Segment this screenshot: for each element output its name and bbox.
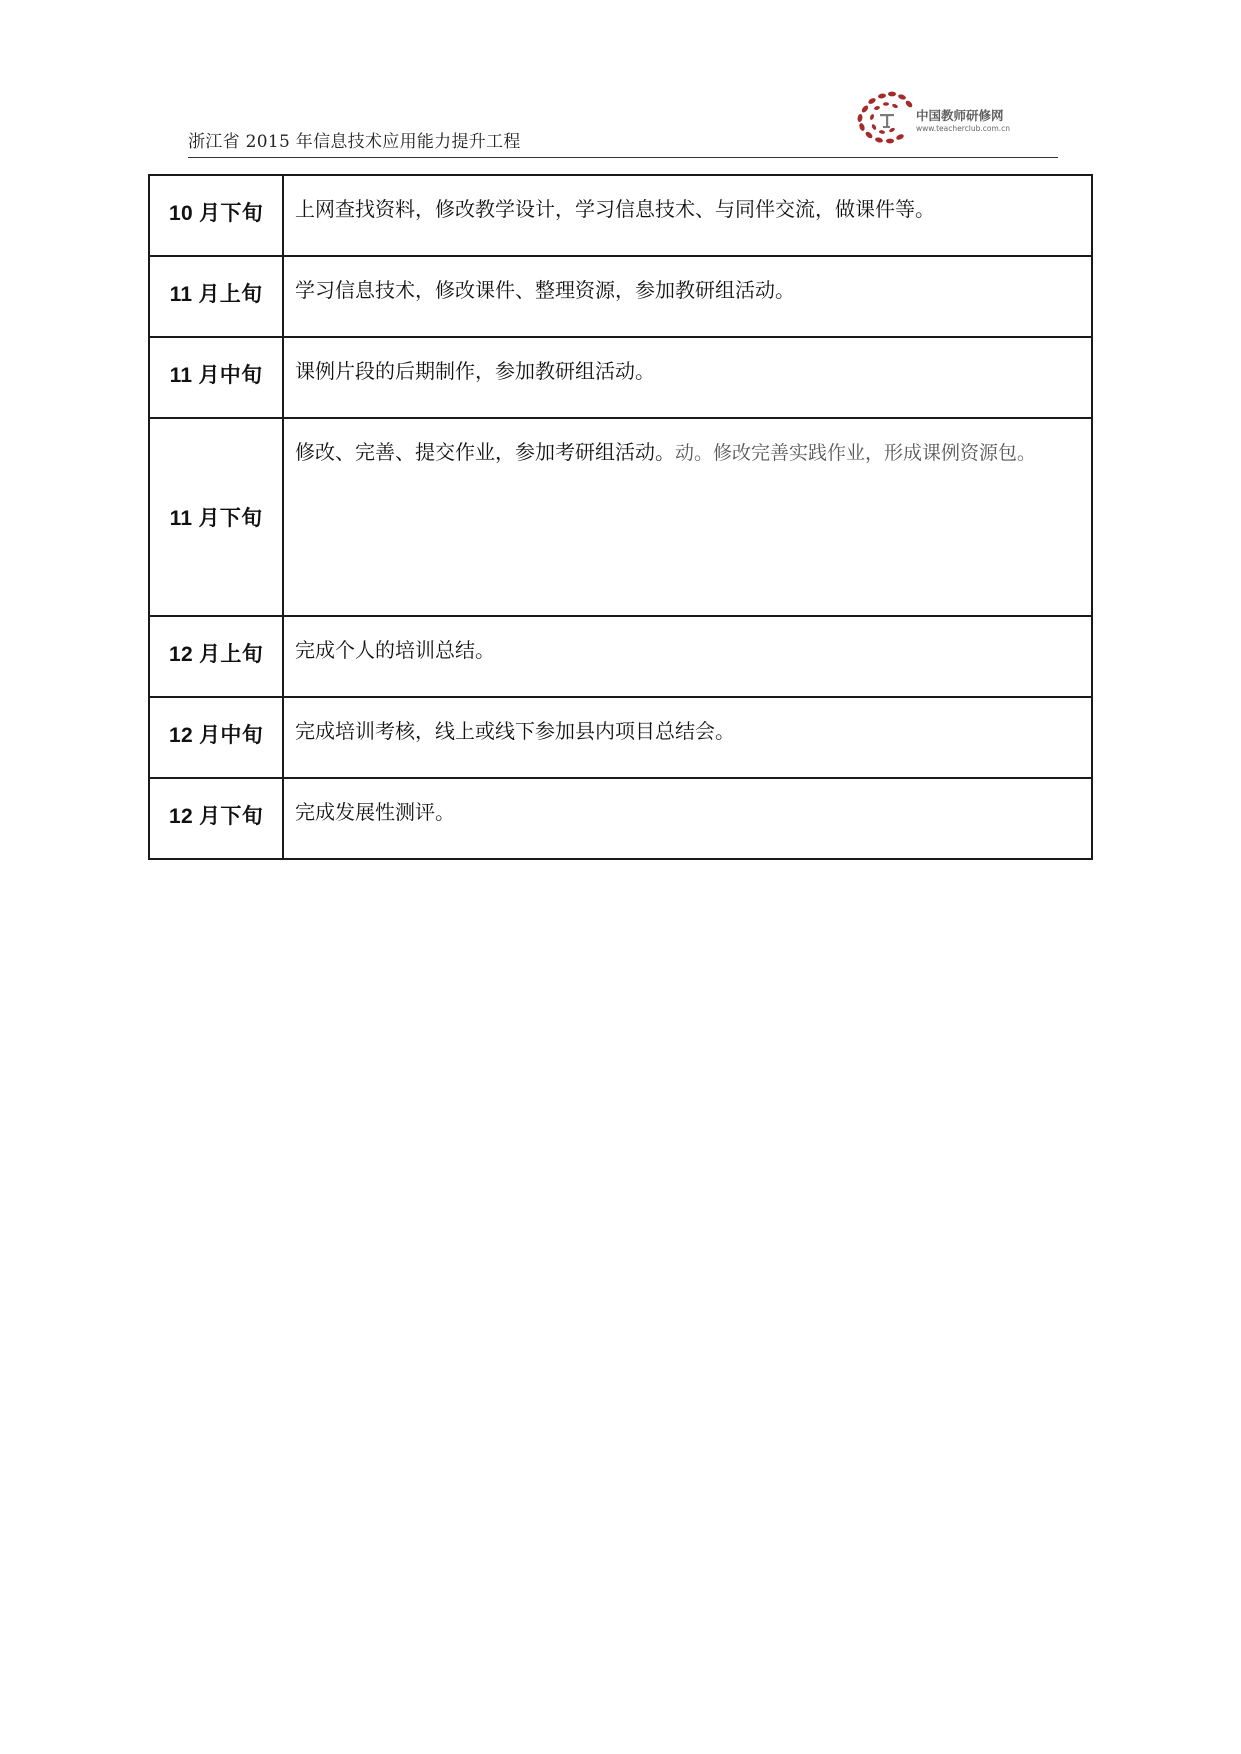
task-cell (283, 175, 1092, 256)
task-extra-text: 动。修改完善实践作业，形成课例资源包。 (675, 442, 1037, 464)
schedule-row (149, 778, 1092, 859)
teacherclub-logo (852, 90, 1032, 144)
schedule-row (149, 256, 1092, 337)
task-text: 完成个人的培训总结。 (295, 638, 495, 662)
task-cell (283, 616, 1092, 697)
schedule-row (149, 175, 1092, 256)
schedule-table (148, 174, 1093, 860)
task-cell (283, 778, 1092, 859)
task-cell (283, 256, 1092, 337)
period-cell: 12 月上旬 (149, 616, 283, 697)
task-text: 上网查找资料，修改教学设计，学习信息技术、与同伴交流，做课件等。 (295, 197, 935, 221)
period-cell: 11 月上旬 (149, 256, 283, 337)
page-header (188, 88, 1058, 158)
task-text: 完成培训考核，线上或线下参加县内项目总结会。 (295, 719, 735, 743)
teacherclub-logo-icon (852, 90, 918, 144)
header-title: 浙江省 2015 年信息技术应用能力提升工程 (188, 132, 521, 152)
task-text: 修改、完善、提交作业，参加考研组活动。 (295, 440, 675, 464)
task-text: 学习信息技术，修改课件、整理资源，参加教研组活动。 (295, 278, 795, 302)
task-cell (283, 697, 1092, 778)
task-text: 完成发展性测评。 (295, 800, 455, 824)
schedule-row (149, 697, 1092, 778)
task-cell (283, 337, 1092, 418)
task-text: 课例片段的后期制作，参加教研组活动。 (295, 359, 655, 383)
period-cell: 11 月下旬 (149, 418, 283, 616)
period-cell: 11 月中旬 (149, 337, 283, 418)
period-cell: 10 月下旬 (149, 175, 283, 256)
schedule-row (149, 418, 1092, 616)
schedule-row (149, 616, 1092, 697)
task-cell (283, 418, 1092, 616)
logo-name: 中国教师研修网 (916, 108, 1004, 123)
schedule-row (149, 337, 1092, 418)
period-cell: 12 月下旬 (149, 778, 283, 859)
logo-url: www.teacherclub.com.cn (916, 124, 1011, 133)
period-cell: 12 月中旬 (149, 697, 283, 778)
